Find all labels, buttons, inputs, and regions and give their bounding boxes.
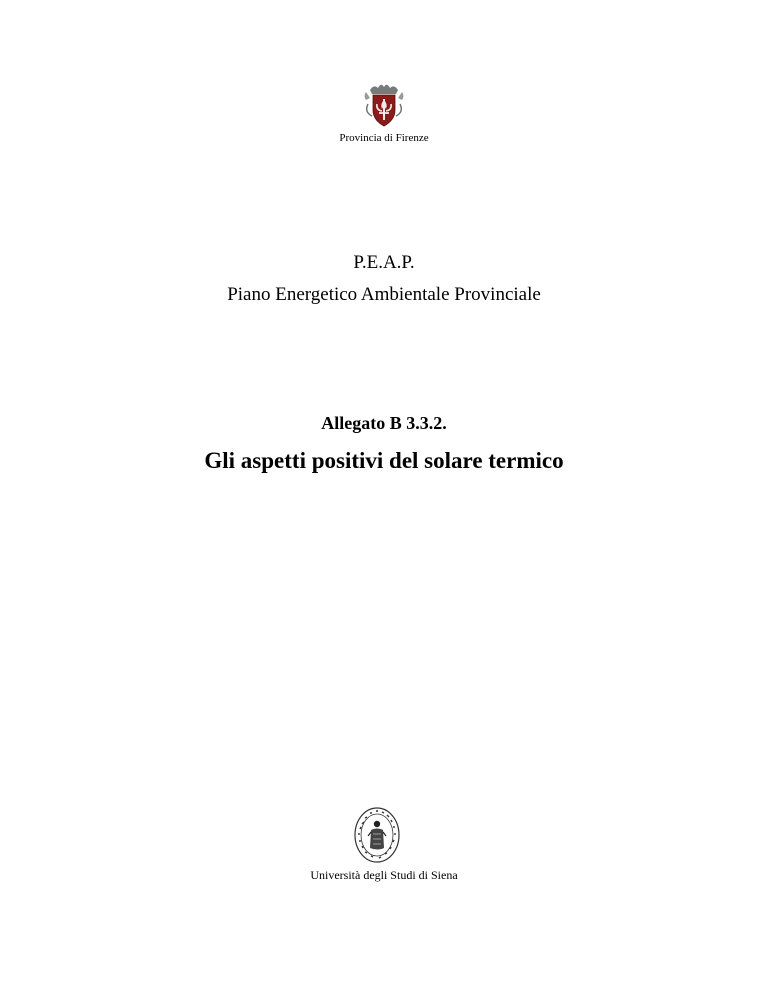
plan-acronym: P.E.A.P. xyxy=(353,252,415,273)
plan-title: Piano Energetico Ambientale Provinciale xyxy=(227,284,541,305)
issuer-name: Provincia di Firenze xyxy=(339,132,429,144)
annex-number: Allegato B 3.3.2. xyxy=(321,413,447,433)
university-seal-icon xyxy=(353,806,401,864)
annex-title: Gli aspetti positivi del solare termico xyxy=(204,448,564,473)
university-name: Università degli Studi di Siena xyxy=(310,868,458,882)
province-crest-icon xyxy=(360,82,408,128)
